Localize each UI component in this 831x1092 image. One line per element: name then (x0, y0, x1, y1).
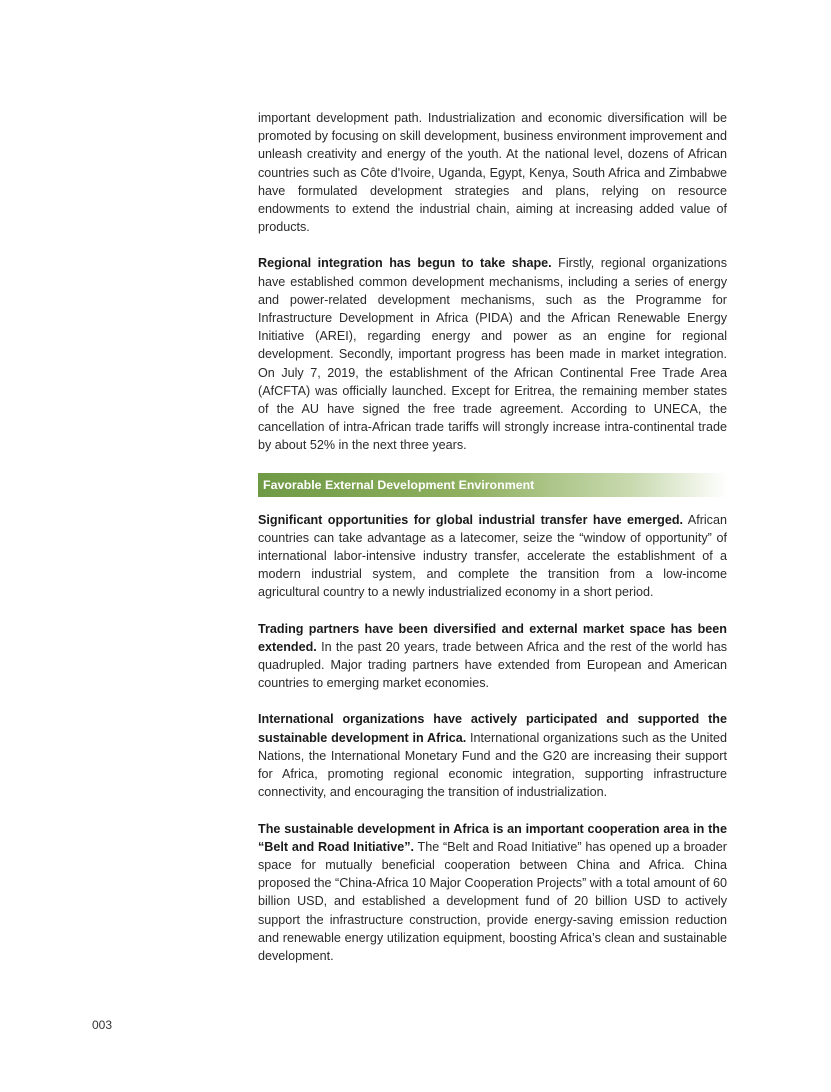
paragraph-lead: The sustainable development in Africa is an important cooperation area in the “Belt and Road Initiative”. (258, 821, 727, 854)
paragraph-text: The “Belt and Road Initiative” has opened up a broader space for mutually beneficial cooperation between China and Africa. China proposed the “China-Africa 10 Major Cooperation Projects” with a total amount of 60 billion USD, and established a development fund of 20 billion USD to actively support the infrastructure construction, provide energy-saving emission reduction and renewable energy utilization equipment, boosting Africa’s clean and sustainable development. (258, 839, 728, 963)
paragraph-regional-integration (258, 254, 727, 454)
paragraph-international-organizations (258, 710, 727, 801)
page-number: 003 (92, 1018, 113, 1032)
paragraph-industrial-transfer (258, 511, 727, 602)
paragraph-lead: Regional integration has begun to take shape. (258, 256, 552, 271)
paragraph-belt-and-road (258, 820, 727, 966)
document-body (258, 109, 727, 983)
paragraph-text: In the past 20 years, trade between Africa and the rest of the world has quadrupled. Major trading partners have extended from European and American countries to emerging market economies. (258, 639, 727, 691)
paragraph-trading-partners (258, 620, 727, 693)
paragraph-text: International organizations such as the United Nations, the International Monetary Fund and the G20 are increasing their support for Africa, promoting regional economic integration, supporting infrastructure connectivity, and encouraging the transition of industrialization. (258, 730, 727, 800)
paragraph-lead: International organizations have actively participated and supported the sustainable development in Africa. (258, 712, 727, 745)
paragraph-lead: Trading partners have been diversified and external market space has been extended. (258, 621, 727, 654)
paragraph-lead: Significant opportunities for global industrial transfer have emerged. (258, 512, 684, 527)
paragraph-text: Firstly, regional organizations have established common development mechanisms, including a series of energy and power-related development mechanisms, such as the Programme for Infrastructure Development in Africa (PIDA) and the African Renewable Energy Initiative (AREI), regarding energy and power as an engine for regional development. Secondly, important progress has been made in market integration. On July 7, 2019, the establishment of the African Continental Free Trade Area (AfCFTA) was officially launched. Except for Eritrea, the remaining member states of the AU have signed the free trade agreement. According to UNECA, the cancellation of intra-African trade tariffs will strongly increase intra-continental trade by about 52% in the next three years. (258, 256, 727, 453)
paragraph-text: important development path. Industrialization and economic diversification will be promoted by focusing on skill development, business environment improvement and unleash creativity and energy of the youth. At the national level, dozens of African countries such as Côte d'Ivoire, Uganda, Egypt, Kenya, South Africa and Zimbabwe have formulated development strategies and plans, relying on resource endowments to extend the industrial chain, aiming at increasing added value of products. (258, 111, 727, 235)
paragraph-text: African countries can take advantage as a latecomer, seize the “window of opportunity” of international labor-intensive industry transfer, accelerate the establishment of a modern industrial system, and complete the transition from a low-income agricultural country to a newly industrialized economy in a short period. (258, 512, 727, 600)
paragraph-industrialization (258, 109, 727, 236)
section-heading-banner: Favorable External Development Environment (258, 473, 727, 497)
